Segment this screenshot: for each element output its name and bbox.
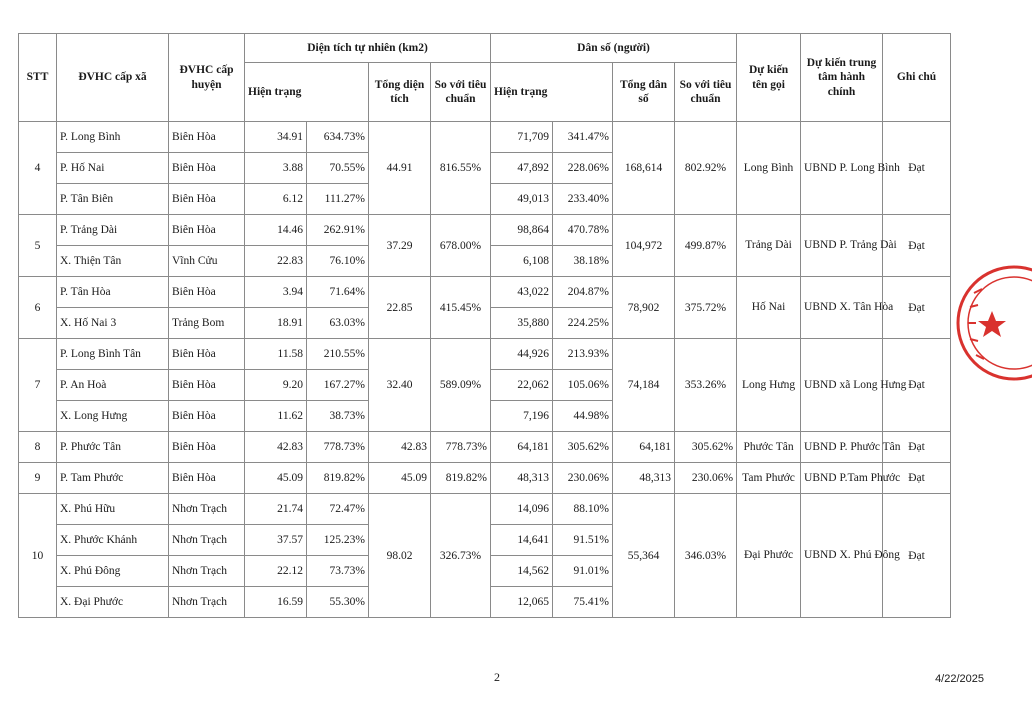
note-cell: Đạt (883, 494, 951, 618)
population-percent-cell: 75.41% (553, 587, 613, 618)
population-current-cell: 47,892 (491, 153, 553, 184)
stt-cell: 9 (19, 463, 57, 494)
note-cell: Đạt (883, 122, 951, 215)
population-percent-cell: 470.78% (553, 215, 613, 246)
commune-cell: P. Tam Phước (57, 463, 169, 494)
stt-cell: 10 (19, 494, 57, 618)
new-name-cell: Long Bình (737, 122, 801, 215)
population-current-cell: 14,096 (491, 494, 553, 525)
population-current-cell: 71,709 (491, 122, 553, 153)
area-current-cell: 42.83 (245, 432, 307, 463)
population-percent-cell: 224.25% (553, 308, 613, 339)
new-name-cell: Đại Phước (737, 494, 801, 618)
area-percent-cell: 634.73% (307, 122, 369, 153)
area-current-cell: 6.12 (245, 184, 307, 215)
population-current-cell: 14,641 (491, 525, 553, 556)
area-percent-cell: 71.64% (307, 277, 369, 308)
official-stamp-icon (952, 263, 1032, 383)
header-new-name: Dự kiến tên gọi (737, 34, 801, 122)
commune-cell: X. Phú Đông (57, 556, 169, 587)
area-percent-cell: 210.55% (307, 339, 369, 370)
district-cell: Biên Hòa (169, 122, 245, 153)
area-current-cell: 22.12 (245, 556, 307, 587)
header-population-current: Hiện trạng (491, 63, 613, 122)
area-total-cell: 22.85 (369, 277, 431, 339)
table-row (19, 277, 951, 308)
area-total-cell: 98.02 (369, 494, 431, 618)
population-percent-cell: 341.47% (553, 122, 613, 153)
commune-cell: P. Tân Hòa (57, 277, 169, 308)
table-body (19, 122, 951, 618)
district-cell: Nhơn Trạch (169, 494, 245, 525)
area-percent-cell: 63.03% (307, 308, 369, 339)
population-ratio-cell: 230.06% (675, 463, 737, 494)
population-percent-cell: 305.62% (553, 432, 613, 463)
admin-center-cell: UBND P. Trảng Dài (801, 215, 883, 277)
area-percent-cell: 70.55% (307, 153, 369, 184)
table-row (19, 215, 951, 246)
header-area-total: Tổng diện tích (369, 63, 431, 122)
district-cell: Trảng Bom (169, 308, 245, 339)
area-percent-cell: 167.27% (307, 370, 369, 401)
population-total-cell: 104,972 (613, 215, 675, 277)
population-current-cell: 14,562 (491, 556, 553, 587)
area-current-cell: 45.09 (245, 463, 307, 494)
table-row (19, 339, 951, 370)
area-percent-cell: 125.23% (307, 525, 369, 556)
area-current-cell: 9.20 (245, 370, 307, 401)
note-cell: Đạt (883, 277, 951, 339)
population-percent-cell: 204.87% (553, 277, 613, 308)
area-percent-cell: 38.73% (307, 401, 369, 432)
commune-cell: P. Long Bình Tân (57, 339, 169, 370)
commune-cell: P. Hố Nai (57, 153, 169, 184)
header-note: Ghi chú (883, 34, 951, 122)
commune-cell: P. Trảng Dài (57, 215, 169, 246)
population-ratio-cell: 375.72% (675, 277, 737, 339)
area-percent-cell: 76.10% (307, 246, 369, 277)
area-percent-cell: 55.30% (307, 587, 369, 618)
population-total-cell: 55,364 (613, 494, 675, 618)
population-total-cell: 78,902 (613, 277, 675, 339)
stt-cell: 7 (19, 339, 57, 432)
population-current-cell: 49,013 (491, 184, 553, 215)
admin-center-cell: UBND P. Long Bình (801, 122, 883, 215)
stt-cell: 6 (19, 277, 57, 339)
stt-cell: 5 (19, 215, 57, 277)
commune-cell: X. Đại Phước (57, 587, 169, 618)
area-total-cell: 32.40 (369, 339, 431, 432)
area-total-cell: 45.09 (369, 463, 431, 494)
header-commune: ĐVHC cấp xã (57, 34, 169, 122)
population-total-cell: 74,184 (613, 339, 675, 432)
admin-center-cell: UBND xã Long Hưng (801, 339, 883, 432)
new-name-cell: Trảng Dài (737, 215, 801, 277)
area-percent-cell: 262.91% (307, 215, 369, 246)
stt-cell: 8 (19, 432, 57, 463)
population-percent-cell: 233.40% (553, 184, 613, 215)
district-cell: Biên Hòa (169, 277, 245, 308)
note-cell: Đạt (883, 432, 951, 463)
area-current-cell: 34.91 (245, 122, 307, 153)
district-cell: Nhơn Trạch (169, 556, 245, 587)
area-ratio-cell: 415.45% (431, 277, 491, 339)
commune-cell: X. Hố Nai 3 (57, 308, 169, 339)
new-name-cell: Phước Tân (737, 432, 801, 463)
commune-cell: P. Long Bình (57, 122, 169, 153)
district-cell: Biên Hòa (169, 215, 245, 246)
table-row (19, 122, 951, 153)
area-current-cell: 16.59 (245, 587, 307, 618)
commune-cell: X. Phước Khánh (57, 525, 169, 556)
admin-center-cell: UBND X. Phú Đông (801, 494, 883, 618)
district-cell: Biên Hòa (169, 432, 245, 463)
population-percent-cell: 230.06% (553, 463, 613, 494)
area-ratio-cell: 326.73% (431, 494, 491, 618)
population-total-cell: 64,181 (613, 432, 675, 463)
new-name-cell: Hố Nai (737, 277, 801, 339)
area-current-cell: 11.62 (245, 401, 307, 432)
population-ratio-cell: 353.26% (675, 339, 737, 432)
population-current-cell: 98,864 (491, 215, 553, 246)
table-row (19, 463, 951, 494)
population-current-cell: 48,313 (491, 463, 553, 494)
commune-cell: X. Thiện Tân (57, 246, 169, 277)
population-current-cell: 22,062 (491, 370, 553, 401)
area-total-cell: 44.91 (369, 122, 431, 215)
header-population-group: Dân số (người) (491, 34, 737, 63)
area-current-cell: 22.83 (245, 246, 307, 277)
header-area-ratio: So với tiêu chuẩn (431, 63, 491, 122)
page-number: 2 (494, 670, 500, 684)
district-cell: Biên Hòa (169, 339, 245, 370)
population-ratio-cell: 499.87% (675, 215, 737, 277)
population-current-cell: 44,926 (491, 339, 553, 370)
area-ratio-cell: 778.73% (431, 432, 491, 463)
header-stt: STT (19, 34, 57, 122)
district-cell: Biên Hòa (169, 401, 245, 432)
population-percent-cell: 213.93% (553, 339, 613, 370)
population-percent-cell: 44.98% (553, 401, 613, 432)
area-current-cell: 3.88 (245, 153, 307, 184)
population-current-cell: 43,022 (491, 277, 553, 308)
header-area-group: Diện tích tự nhiên (km2) (245, 34, 491, 63)
area-ratio-cell: 816.55% (431, 122, 491, 215)
table-row (19, 494, 951, 525)
population-percent-cell: 38.18% (553, 246, 613, 277)
population-percent-cell: 91.01% (553, 556, 613, 587)
header-population-total: Tổng dân số (613, 63, 675, 122)
header-area-current: Hiện trạng (245, 63, 369, 122)
area-current-cell: 21.74 (245, 494, 307, 525)
area-current-cell: 14.46 (245, 215, 307, 246)
population-percent-cell: 228.06% (553, 153, 613, 184)
admin-center-cell: UBND P.Tam Phước (801, 463, 883, 494)
area-percent-cell: 111.27% (307, 184, 369, 215)
population-total-cell: 48,313 (613, 463, 675, 494)
population-current-cell: 6,108 (491, 246, 553, 277)
area-total-cell: 42.83 (369, 432, 431, 463)
note-cell: Đạt (883, 339, 951, 432)
commune-cell: X. Phú Hữu (57, 494, 169, 525)
area-current-cell: 37.57 (245, 525, 307, 556)
area-current-cell: 11.58 (245, 339, 307, 370)
commune-cell: P. An Hoà (57, 370, 169, 401)
header-district: ĐVHC cấp huyện (169, 34, 245, 122)
population-percent-cell: 105.06% (553, 370, 613, 401)
district-cell: Nhơn Trạch (169, 587, 245, 618)
area-percent-cell: 778.73% (307, 432, 369, 463)
admin-unit-table (18, 33, 951, 618)
commune-cell: P. Phước Tân (57, 432, 169, 463)
commune-cell: X. Long Hưng (57, 401, 169, 432)
area-percent-cell: 72.47% (307, 494, 369, 525)
district-cell: Vĩnh Cửu (169, 246, 245, 277)
header-population-ratio: So với tiêu chuẩn (675, 63, 737, 122)
stt-cell: 4 (19, 122, 57, 215)
population-ratio-cell: 346.03% (675, 494, 737, 618)
admin-center-cell: UBND P. Phước Tân (801, 432, 883, 463)
area-ratio-cell: 589.09% (431, 339, 491, 432)
table-row (19, 432, 951, 463)
population-current-cell: 35,880 (491, 308, 553, 339)
district-cell: Biên Hòa (169, 184, 245, 215)
new-name-cell: Long Hưng (737, 339, 801, 432)
population-current-cell: 12,065 (491, 587, 553, 618)
area-current-cell: 18.91 (245, 308, 307, 339)
note-cell: Đạt (883, 463, 951, 494)
population-percent-cell: 88.10% (553, 494, 613, 525)
population-ratio-cell: 802.92% (675, 122, 737, 215)
area-ratio-cell: 678.00% (431, 215, 491, 277)
note-cell: Đạt (883, 215, 951, 277)
area-current-cell: 3.94 (245, 277, 307, 308)
commune-cell: P. Tân Biên (57, 184, 169, 215)
population-total-cell: 168,614 (613, 122, 675, 215)
population-current-cell: 64,181 (491, 432, 553, 463)
area-total-cell: 37.29 (369, 215, 431, 277)
new-name-cell: Tam Phước (737, 463, 801, 494)
district-cell: Biên Hòa (169, 153, 245, 184)
district-cell: Biên Hòa (169, 370, 245, 401)
area-percent-cell: 819.82% (307, 463, 369, 494)
admin-center-cell: UBND X. Tân Hòa (801, 277, 883, 339)
area-percent-cell: 73.73% (307, 556, 369, 587)
population-percent-cell: 91.51% (553, 525, 613, 556)
district-cell: Nhơn Trạch (169, 525, 245, 556)
print-date: 4/22/2025 (935, 673, 984, 685)
district-cell: Biên Hòa (169, 463, 245, 494)
area-ratio-cell: 819.82% (431, 463, 491, 494)
population-current-cell: 7,196 (491, 401, 553, 432)
population-ratio-cell: 305.62% (675, 432, 737, 463)
header-admin-center: Dự kiến trung tâm hành chính (801, 34, 883, 122)
